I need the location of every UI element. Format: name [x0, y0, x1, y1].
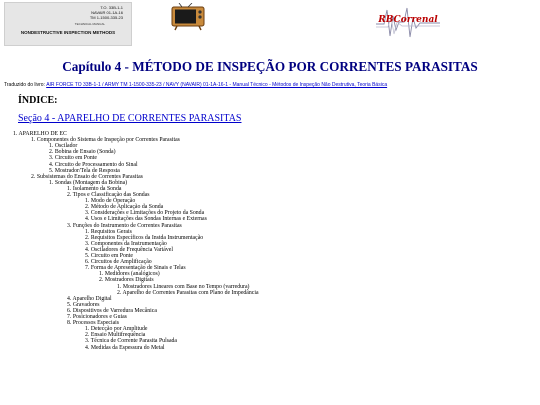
- toc-item-text: Processos Especiais: [72, 320, 120, 327]
- toc-item-text: Medidores (analógicos): [104, 271, 160, 278]
- toc-item: [13, 131, 67, 137]
- toc-item-number: 7.: [67, 314, 72, 320]
- toc-item-text: Requisitos Específicos da Instda Instrumentação: [90, 234, 204, 241]
- toc-item-number: 6.: [85, 259, 90, 266]
- toc-item-text: Mostrador/Tela de Resposta: [54, 167, 120, 174]
- toc-item: [85, 198, 135, 204]
- cover-line-2: NAVAIR 01-1A-16: [91, 10, 123, 15]
- toc-item: [85, 241, 167, 247]
- toc-item: [117, 290, 259, 296]
- toc-item-number: 3.: [67, 222, 72, 229]
- toc-item-text: Tipos e Classificação das Sondas: [72, 192, 150, 198]
- toc-item-text: Oscilador: [54, 143, 78, 150]
- toc-item-text: Subsistemas do Ensaio de Correntes Parasitas: [36, 173, 143, 180]
- toc-item: [85, 210, 204, 216]
- toc-item: [49, 162, 138, 168]
- toc-item: [49, 168, 120, 174]
- section-4-link[interactable]: Seção 4 - APARELHO DE CORRENTES PARASITAS: [18, 113, 242, 124]
- toc-item-text: Usos e Limitações das Sondas Internas e Externas: [90, 216, 207, 223]
- toc-item: [85, 345, 165, 351]
- toc-item-number: 1.: [67, 185, 72, 192]
- toc-item: [67, 308, 157, 314]
- toc-item-number: 5.: [67, 301, 72, 308]
- toc-item-text: Aparelho Digital: [72, 295, 112, 302]
- toc-item: [85, 259, 152, 265]
- toc-item: [49, 149, 116, 155]
- toc-item-number: 1.: [49, 179, 54, 186]
- toc-item: [67, 223, 182, 229]
- toc-item-number: 5.: [49, 167, 54, 174]
- toc-item: [85, 247, 173, 253]
- toc-item: [49, 155, 97, 161]
- toc-item-text: Forma de Apresentação de Sinais e Telas: [90, 265, 186, 272]
- toc-item-text: Gravadores: [72, 301, 100, 308]
- toc-item-text: Método de Aplicação da Sonda: [90, 204, 164, 211]
- toc-item: [49, 180, 127, 186]
- toc-item-text: Sondas (Montagem da Bobina): [54, 179, 128, 186]
- toc-item: [85, 332, 145, 338]
- toc-item-number: 7.: [85, 265, 90, 272]
- toc-item-number: 4.: [67, 295, 72, 302]
- toc-item-number: 2.: [117, 289, 122, 296]
- toc-item-number: 1.: [49, 143, 54, 150]
- toc-item: [67, 320, 119, 326]
- toc-item-text: APARELHO DE EC: [18, 131, 67, 137]
- tv-icon[interactable]: [171, 3, 205, 31]
- index-heading: ÍNDICE:: [18, 95, 58, 106]
- toc-item: [117, 284, 249, 290]
- toc-item-text: Funções do Instrumento de Correntes Parasitas: [72, 222, 182, 229]
- toc-item-text: Requisitos Gerais: [90, 228, 132, 235]
- toc-item-text: Ensaio Multifrequência: [90, 332, 146, 339]
- logo-text: RBCorrenal: [378, 15, 438, 25]
- toc-item-text: Circuitos de Amplificação: [90, 259, 152, 266]
- header-banner: [0, 0, 540, 52]
- translation-label: Traduzido do livro:: [4, 82, 45, 88]
- cover-title: NONDESTRUCTIVE INSPECTION METHODS: [20, 30, 116, 35]
- toc-item-text: Circuito em Ponte: [90, 253, 133, 259]
- toc-item-number: 2.: [49, 149, 54, 156]
- toc-item-number: 1.: [13, 131, 18, 137]
- manual-cover-image: [4, 2, 132, 46]
- toc-item-number: 4.: [85, 216, 90, 223]
- toc-item-number: 1.: [117, 283, 122, 290]
- toc-item-number: 1.: [85, 326, 90, 333]
- table-of-contents: [0, 131, 540, 405]
- toc-item-number: 5.: [85, 253, 90, 259]
- toc-item-text: Osciladores de Frequência Variável: [90, 246, 173, 253]
- toc-item-number: 2.: [85, 332, 90, 339]
- toc-item-number: 1.: [99, 271, 104, 278]
- toc-item-text: Mostradores Lineares com Base no Tempo (varredura): [122, 283, 250, 290]
- toc-item-number: 1.: [31, 137, 36, 144]
- toc-item: [31, 174, 143, 180]
- toc-item-number: 1.: [85, 228, 90, 235]
- toc-item: [99, 271, 160, 277]
- toc-item-text: Medidas da Espessura do Metal: [90, 344, 165, 351]
- toc-item-number: 4.: [85, 344, 90, 351]
- toc-item: [67, 192, 149, 198]
- toc-item-number: 2.: [85, 204, 90, 211]
- toc-item-text: Aparelho de Correntes Parasitas com Plano de Impedância: [122, 289, 259, 296]
- toc-item-number: 8.: [67, 320, 72, 327]
- toc-item-text: Técnica de Corrente Parasita Pulsada: [90, 338, 177, 345]
- toc-item-text: Considerações e Limitações do Projeto da Sonda: [90, 210, 205, 217]
- toc-item-text: Isolamento da Sonda: [72, 185, 122, 192]
- toc-item: [85, 235, 203, 241]
- toc-item: [85, 216, 207, 222]
- toc-item-number: 3.: [85, 240, 90, 247]
- toc-item-text: Bobina de Ensaio (Sonda): [54, 149, 116, 156]
- toc-item-text: Dispositivos de Varredura Mecânica: [72, 307, 157, 314]
- toc-item: [85, 338, 177, 344]
- toc-item-number: 2.: [31, 173, 36, 180]
- cover-small-text: TECHNICAL MANUAL: [74, 22, 105, 26]
- toc-item-text: Circuito de Processamento do Sinal: [54, 161, 138, 168]
- toc-item-number: 3.: [49, 155, 54, 162]
- toc-item: [67, 302, 100, 308]
- translation-source: [4, 82, 387, 88]
- toc-item-number: 1.: [85, 198, 90, 205]
- toc-item-text: Componentes do Sistema de Inspeção por Correntes Parasitas: [36, 137, 180, 144]
- toc-item-number: 4.: [85, 246, 90, 253]
- toc-item: [85, 229, 132, 235]
- toc-item-number: 2.: [99, 277, 104, 284]
- page-title: Capítulo 4 - MÉTODO DE INSPEÇÃO POR CORRENTES PARASITAS: [62, 59, 478, 74]
- cover-line-3: TM 1-1500-335-23: [89, 15, 123, 20]
- toc-item-number: 3.: [85, 210, 90, 217]
- toc-item-text: Detecção por Amplitude: [90, 326, 148, 333]
- cover-line-1: T.O. 33B-1-1: [100, 5, 123, 10]
- toc-item-text: Circuito em Ponte: [54, 155, 97, 162]
- toc-item: [67, 186, 121, 192]
- toc-item-number: 2.: [67, 192, 72, 198]
- toc-item-number: 3.: [85, 338, 90, 345]
- toc-item-number: 6.: [67, 307, 72, 314]
- toc-item: [85, 204, 163, 210]
- toc-item-text: Componentes da Instrumentação: [90, 240, 167, 247]
- toc-item: [31, 137, 180, 143]
- toc-item-number: 2.: [85, 234, 90, 241]
- toc-item: [67, 296, 112, 302]
- toc-item-text: Modo de Operação: [90, 198, 136, 205]
- toc-item: [67, 314, 127, 320]
- toc-item-text: Posicionadores e Guias: [72, 314, 127, 320]
- source-manual-link[interactable]: AIR FORCE TO 33B-1-1 / ARMY TM 1-1500-335-23 / NAVY (NAVAIR) 01-1A-16-1 - Manual Técnico - Métodos de Inspeção Não Destrutiva, Teoria Básica: [46, 82, 388, 88]
- toc-item: [99, 277, 154, 283]
- toc-item-number: 4.: [49, 161, 54, 168]
- toc-item-text: Mostradores Digitais: [104, 277, 154, 284]
